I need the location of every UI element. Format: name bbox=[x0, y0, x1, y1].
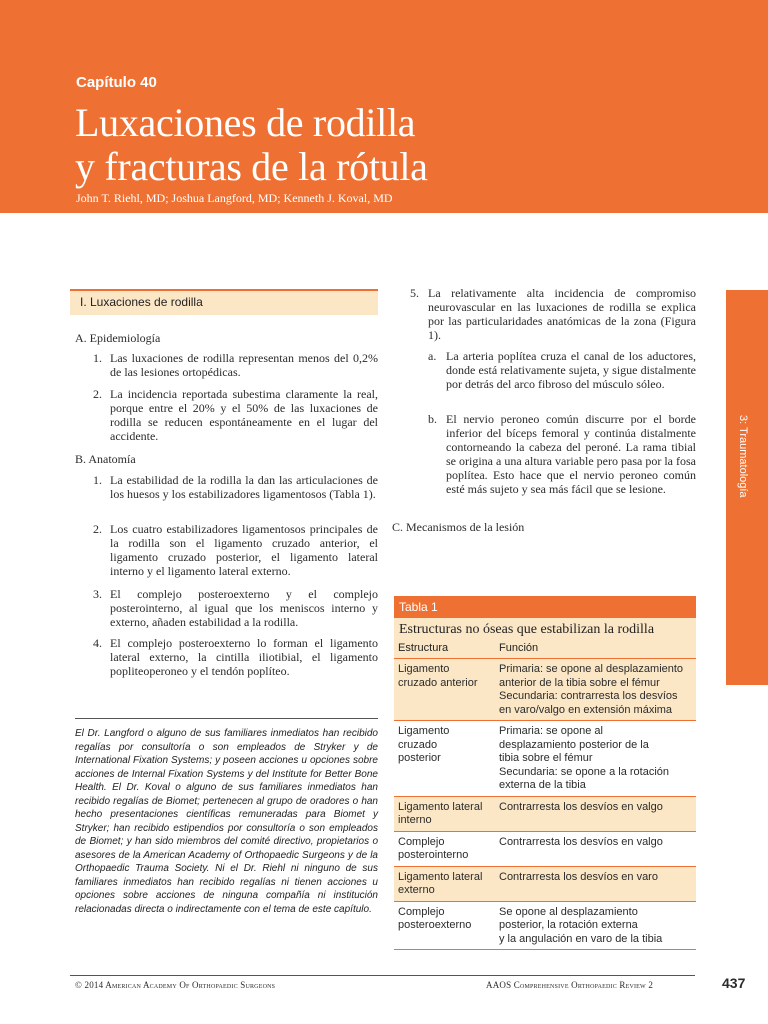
list-item-text: La estabilidad de la rodilla la dan las articulaciones de los huesos y los estabilizadores ligamentosos (Tabla 1). bbox=[110, 473, 378, 501]
item-number: 5. bbox=[410, 286, 419, 300]
page-number: 437 bbox=[722, 975, 746, 991]
authors: John T. Riehl, MD; Joshua Langford, MD; Kenneth J. Koval, MD bbox=[76, 191, 393, 205]
disclosure-footnote: El Dr. Langford o alguno de sus familiares inmediatos han recibido regalías por consultoría o son empleados de Stryker y de International Fixation Systems; y poseen acciones u opciones sobre acciones de Internal Fixation Systems y del Institute for Better Bone Health. El Dr. Koval o alguno de sus familiares inmediatos han recibido regalías de Biomet; pertenecen al grupo de oradores o han hecho presentaciones científicas remuneradas para Biomet y Stryker; han recibido estipendios por consultoría o son empleados de Biomet; y han sido miembros del comité directivo, propietarios o asesores de la American Academy of Orthopaedic Surgeons y de la Orthopaedic Trauma Society. Ni el Dr. Riehl ni ninguno de sus familiares inmediatos han recibido regalías ni tienen acciones u opciones sobre acciones de ninguna compañía ni institución relacionadas directa o indirectamente con el tema de este capítulo. bbox=[75, 728, 378, 915]
item-letter: a. bbox=[428, 349, 437, 363]
side-tab-label: 3: Traumatología bbox=[737, 415, 749, 498]
table-row bbox=[394, 901, 696, 950]
table-cell-structure: Ligamento lateral externo bbox=[398, 870, 483, 896]
table-row bbox=[394, 866, 696, 901]
table-cell-structure: Complejo posteroexterno bbox=[398, 905, 472, 931]
table-row bbox=[394, 720, 696, 796]
section-title: I. Luxaciones de rodilla bbox=[80, 295, 203, 309]
table-cell-structure: Ligamento cruzado anterior bbox=[398, 663, 478, 689]
item-number: 2. bbox=[93, 387, 102, 401]
table-caption: Estructuras no óseas que estabilizan la rodilla bbox=[394, 618, 696, 640]
footer-copyright: © 2014 American Academy Of Orthopaedic Surgeons bbox=[75, 980, 276, 990]
column-header-structure: Estructura bbox=[398, 642, 449, 654]
chapter-title-line-2: y fracturas de la rótula bbox=[75, 144, 428, 189]
list-item-text: Los cuatro estabilizadores ligamentosos principales de la rodilla son el ligamento cruzado anterior, el ligamento cruzado posterior, el ligamento lateral interno y el ligamento lateral externo. bbox=[110, 522, 378, 578]
list-item-text: El nervio peroneo común discurre por el borde inferior del bíceps femoral y continúa distalmente contorneando la cabeza del peroné. La rama tibial se origina a una altura variable pero pasa por la fosa poplítea. Esto hace que el nervio peroneo común esté más sujeto y sea más fácil que se lesione. bbox=[446, 412, 696, 496]
chapter-title-line-1: Luxaciones de rodilla bbox=[75, 100, 416, 145]
footnote-divider bbox=[75, 718, 378, 719]
table-label: Tabla 1 bbox=[394, 596, 696, 618]
list-item-text: La incidencia reportada subestima claramente la real, porque entre el 20% y el 50% de las luxaciones de rodilla se reducen espontáneamente en el lugar del accidente. bbox=[110, 387, 378, 443]
table-cell-function: Se opone al desplazamiento posterior, la rotación externa y la angulación en varo de la tibia bbox=[499, 905, 663, 945]
footer-book-title: AAOS Comprehensive Orthopaedic Review 2 bbox=[486, 980, 654, 990]
table-cell-structure: Ligamento cruzado posterior bbox=[398, 725, 450, 764]
chapter-number: Capítulo 40 bbox=[76, 74, 157, 91]
table-cell-structure: Complejo posterointerno bbox=[398, 835, 469, 861]
section-heading-box bbox=[70, 289, 378, 315]
list-item-text: El complejo posteroexterno y el complejo posterointerno, al igual que los meniscos interno y externo, añaden estabilidad a la rodilla. bbox=[110, 587, 378, 629]
item-number: 4. bbox=[93, 636, 102, 650]
list-item-text: Las luxaciones de rodilla representan menos del 0,2% de las lesiones ortopédicas. bbox=[110, 351, 378, 379]
subsection-b-label: B. Anatomía bbox=[75, 452, 136, 466]
table-row bbox=[394, 796, 696, 831]
item-number: 3. bbox=[93, 587, 102, 601]
subsection-c-label: C. Mecanismos de la lesión bbox=[392, 520, 525, 534]
table-cell-function: Contrarresta los desvíos en valgo bbox=[499, 835, 663, 848]
table-cell-function: Primaria: se opone al desplazamiento anterior de la tibia sobre el fémur Secundaria: contrarresta los desvíos en varo/valgo en extensión máxima bbox=[499, 663, 684, 716]
chapter-header bbox=[0, 0, 768, 213]
subsection-a-label: A. Epidemiología bbox=[75, 331, 161, 345]
column-header-function: Función bbox=[499, 642, 539, 654]
item-letter: b. bbox=[428, 412, 437, 426]
list-item-text: La arteria poplítea cruza el canal de los aductores, donde está relativamente sujeta, y sigue distalmente por detrás del arco fibroso del músculo sóleo. bbox=[446, 349, 696, 391]
item-number: 2. bbox=[93, 522, 102, 536]
table-bottom-rule bbox=[394, 949, 696, 950]
table-cell-structure: Ligamento lateral interno bbox=[398, 800, 483, 826]
table-cell-function: Contrarresta los desvíos en varo bbox=[499, 870, 658, 883]
list-item-text: El complejo posteroexterno lo forman el ligamento lateral externo, la cintilla iliotibial, el ligamento popliteoperoneo y el tendón poplíteo. bbox=[110, 636, 378, 678]
item-number: 1. bbox=[93, 473, 102, 487]
table-header-row bbox=[394, 640, 696, 658]
footer-divider bbox=[70, 975, 695, 976]
table-cell-function: Primaria: se opone al desplazamiento posterior de la tibia sobre el fémur Secundaria: se opone a la rotación externa de la tibia bbox=[499, 725, 670, 791]
list-item-text: La relativamente alta incidencia de compromiso neurovascular en las luxaciones de rodilla se explica por las particularidades anatómicas de la zona (Figura 1). bbox=[428, 286, 696, 342]
table-cell-function: Contrarresta los desvíos en valgo bbox=[499, 800, 663, 813]
ligament-table bbox=[394, 596, 696, 950]
item-number: 1. bbox=[93, 351, 102, 365]
table-row bbox=[394, 831, 696, 866]
table-row bbox=[394, 658, 696, 720]
